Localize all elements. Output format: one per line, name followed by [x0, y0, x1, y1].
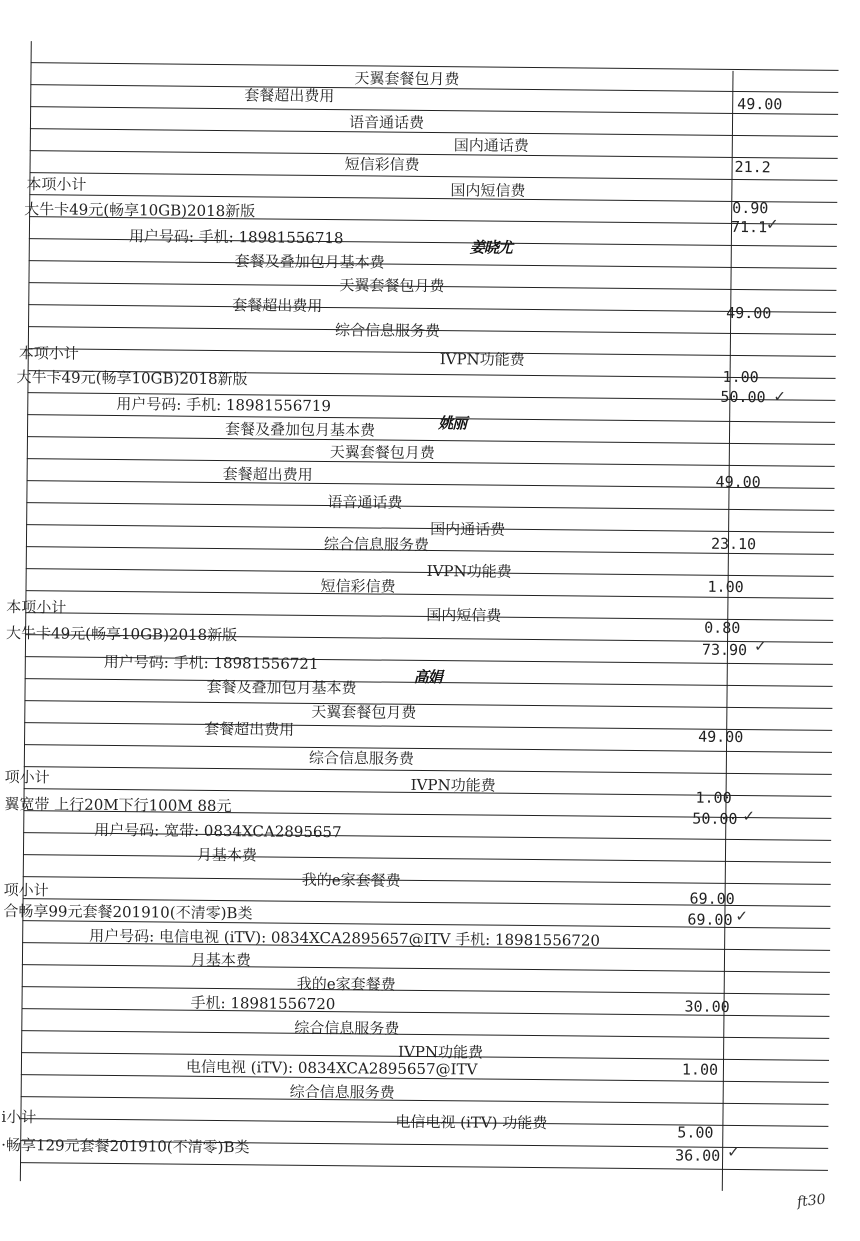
- amount-cell: 36.00: [675, 1146, 721, 1165]
- row-label: 天翼套餐包月费: [311, 702, 417, 722]
- row-label: 翼宽带 上行20M下行100M 88元: [4, 794, 232, 816]
- row-label: 用户号码: 宽带: 0834XCA2895657: [94, 820, 342, 842]
- row-line: [26, 502, 834, 511]
- page-number-handwritten: ft30: [796, 1191, 827, 1211]
- handwritten-name: 姚丽: [438, 414, 467, 433]
- row-label-secondary: 电信电视 (iTV) 功能费: [395, 1112, 548, 1133]
- row-label: 本项小计: [18, 344, 79, 363]
- row-line: [27, 480, 835, 489]
- amount-cell: 71.1: [730, 217, 768, 237]
- row-label: 短信彩信费: [344, 155, 420, 174]
- row-label: 套餐及叠加包月基本费: [234, 252, 385, 272]
- row-label-secondary: IVPN功能费: [439, 350, 525, 369]
- row-line: [24, 766, 832, 775]
- amount-cell: 69.00: [687, 910, 733, 929]
- row-label: 语音通话费: [327, 493, 403, 512]
- row-line: [24, 700, 832, 709]
- row-label: 我的e家套餐费: [296, 974, 396, 994]
- row-label: 手机: 18981556720: [190, 993, 336, 1014]
- amount-cell: 5.00: [677, 1123, 714, 1142]
- check-mark-icon: ✓: [765, 215, 779, 234]
- row-label: 用户号码: 电信电视 (iTV): 0834XCA2895657@ITV 手机: 18981556720: [89, 926, 601, 950]
- amount-cell: 1.00: [707, 577, 744, 597]
- row-line: [28, 348, 836, 357]
- check-mark-icon: ✓: [735, 906, 749, 926]
- row-line: [30, 172, 838, 181]
- row-label: 套餐及叠加包月基本费: [224, 420, 376, 440]
- row-label: 项小计: [3, 880, 49, 900]
- row-line: [23, 876, 831, 885]
- row-label: 天翼套餐包月费: [339, 276, 445, 296]
- row-label: 本项小计: [6, 597, 67, 617]
- row-label: 大牛卡49元(畅享10GB)2018新版: [16, 368, 248, 389]
- row-line: [30, 150, 838, 159]
- row-label: 电信电视 (iTV): 0834XCA2895657@ITV: [185, 1057, 478, 1079]
- amount-cell: 49.00: [726, 303, 772, 323]
- row-label: 国内通话费: [430, 520, 506, 539]
- row-label: 套餐及叠加包月基本费: [206, 677, 357, 698]
- amount-cell: 1.00: [695, 788, 732, 807]
- row-line: [29, 260, 837, 269]
- row-line: [30, 106, 838, 115]
- row-label: 综合信息服务费: [294, 1018, 400, 1038]
- amount-cell: 0.80: [704, 618, 741, 638]
- row-label: IVPN功能费: [426, 561, 512, 581]
- row-label: 大牛卡49元(畅享10GB)2018新版: [6, 623, 238, 645]
- amount-cell: 23.10: [710, 534, 757, 554]
- row-label: 国内通话费: [453, 136, 529, 155]
- row-label: 用户号码: 手机: 18981556719: [116, 395, 332, 416]
- row-label: 本项小计: [26, 175, 87, 194]
- amount-cell: 1.00: [722, 367, 759, 387]
- row-label-secondary: 国内短信费: [426, 605, 502, 625]
- check-mark-icon: ✓: [727, 1142, 740, 1162]
- check-mark-icon: ✓: [773, 387, 787, 406]
- amount-cell: 1.00: [681, 1060, 719, 1079]
- row-label: IVPN功能费: [398, 1042, 484, 1062]
- row-label: 套餐超出费用: [244, 86, 335, 106]
- amount-cell: 73.90: [701, 640, 748, 660]
- row-label-secondary: 国内短信费: [450, 181, 526, 200]
- row-label: 项小计: [4, 767, 50, 787]
- amount-cell: 0.90: [732, 198, 769, 218]
- row-line: [29, 216, 837, 225]
- row-label-secondary: IVPN功能费: [410, 775, 496, 795]
- amount-cell: 50.00: [720, 387, 766, 407]
- row-label: 用户号码: 手机: 18981556718: [128, 227, 344, 248]
- row-line: [28, 304, 836, 313]
- check-mark-icon: ✓: [753, 637, 767, 656]
- row-line: [22, 986, 830, 995]
- row-line: [21, 1030, 829, 1039]
- row-label: 综合信息服务费: [323, 535, 430, 555]
- check-mark-icon: ✓: [742, 807, 756, 826]
- amount-cell: 50.00: [692, 809, 738, 828]
- row-label: 月基本费: [190, 950, 252, 970]
- handwritten-name: 姜晓尤: [469, 238, 512, 257]
- row-label: 用户号码: 手机: 18981556721: [103, 652, 319, 673]
- row-label: 合畅享99元套餐201910(不清零)B类: [3, 901, 253, 923]
- row-line: [24, 722, 832, 731]
- row-line: [23, 854, 831, 863]
- row-line: [30, 128, 838, 137]
- row-label: 套餐超出费用: [204, 719, 295, 739]
- row-label: 综合信息服务费: [308, 748, 415, 768]
- row-label: 套餐超出费用: [232, 296, 323, 315]
- row-label: 月基本费: [196, 845, 258, 865]
- row-line: [22, 964, 830, 973]
- row-label: 我的e家套餐费: [301, 870, 401, 890]
- amount-cell: 49.00: [737, 94, 783, 114]
- row-label: 综合信息服务费: [334, 321, 441, 341]
- amount-cell: 30.00: [684, 997, 730, 1016]
- row-label: 综合信息服务费: [289, 1082, 395, 1102]
- amount-cell: 21.2: [734, 157, 771, 177]
- row-label: 语音通话费: [348, 113, 425, 132]
- row-label: i小计: [1, 1107, 37, 1127]
- row-line: [27, 414, 835, 423]
- amount-cell: 49.00: [715, 472, 761, 492]
- handwritten-name: 高娟: [413, 667, 442, 687]
- row-label: 天翼套餐包月费: [354, 69, 460, 89]
- row-label: 套餐超出费用: [222, 465, 313, 484]
- row-label: 天翼套餐包月费: [329, 443, 435, 463]
- amount-cell: 69.00: [689, 889, 735, 908]
- amount-cell: 49.00: [698, 727, 744, 747]
- row-line: [21, 1096, 829, 1105]
- row-label: 短信彩信费: [320, 576, 396, 596]
- row-label: ·畅享129元套餐201910(不清零)B类: [1, 1135, 250, 1157]
- row-label: 大牛卡49元(畅享10GB)2018新版: [24, 200, 256, 221]
